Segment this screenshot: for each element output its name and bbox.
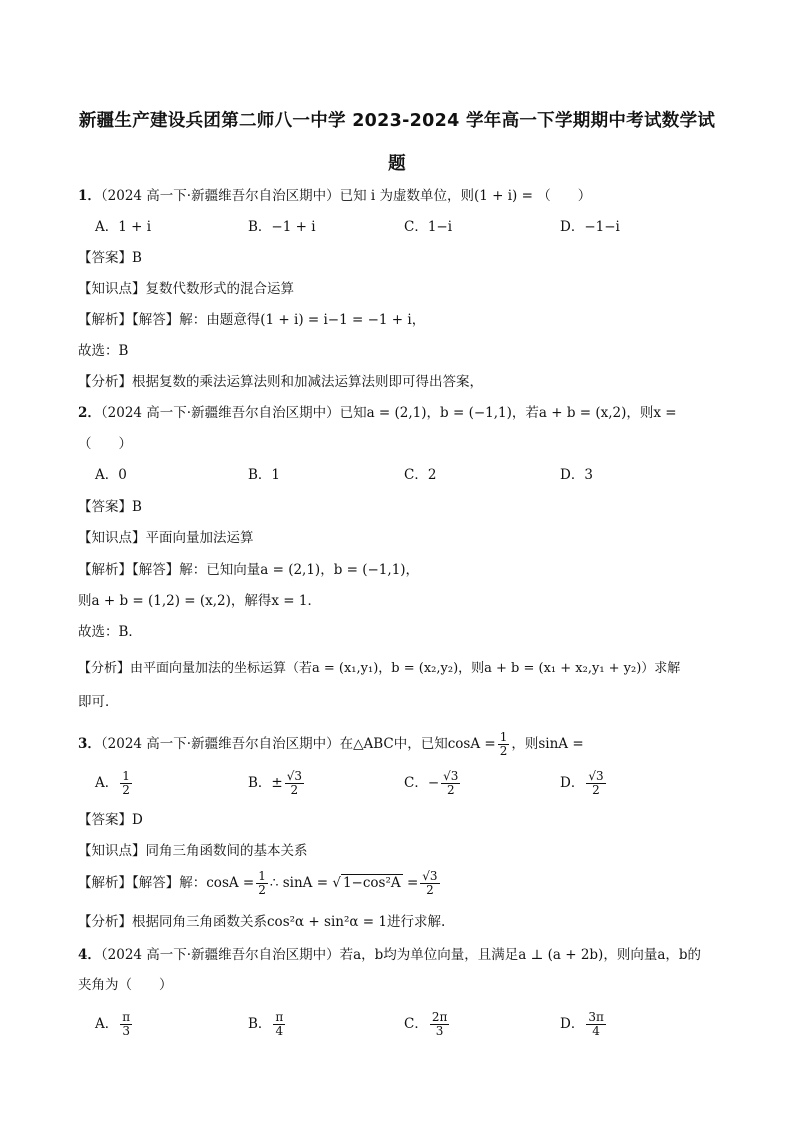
q1-knowledge: 【知识点】复数代数形式的混合运算	[78, 281, 294, 297]
q2-comment-2: 即可．	[78, 694, 119, 710]
q2-stem: 2．（2024 高一下·新疆维吾尔自治区期中）已知a = (2,1)，b = (−1,1)，若a + b = (x,2)，则x =	[78, 405, 677, 421]
q3-answer: 【答案】D	[78, 812, 143, 828]
q4-stem-cont: 夹角为（ ）	[78, 977, 173, 993]
q3-option-c: C．− $\frac{√3}{2}$	[404, 769, 459, 797]
q1-choice: 故选：B	[78, 343, 129, 359]
q2-stem-cont: （ ）	[78, 436, 132, 452]
q4-option-a: A． $\frac{\pi}{3}$	[95, 1010, 131, 1038]
q1-stem: 1．（2024 高一下·新疆维吾尔自治区期中）已知 i 为虚数单位，则(1 + i) = （ ）	[78, 188, 592, 204]
q2-answer: 【答案】B	[78, 499, 142, 515]
q3-option-b: B．± $\frac{√3}{2}$	[248, 769, 303, 797]
q3-knowledge: 【知识点】同角三角函数间的基本关系	[78, 843, 308, 859]
q1-analysis: 【解析】【解答】解：由题意得(1 + i) = i−1 = −1 + i，	[78, 312, 426, 328]
q3-option-a: A． $\frac{1}{2}$	[95, 769, 130, 797]
q1-option-d: D．−1−i	[560, 219, 620, 235]
q2-comment-1: 【分析】由平面向量加法的坐标运算（若a = (x₁,y₁)，b = (x₂,y₂)，则a + b = (x₁ + x₂,y₁ + y₂)）求解	[78, 661, 681, 676]
q2-option-b: B．1	[248, 467, 281, 483]
q2-analysis-1: 【解析】【解答】解：已知向量a = (2,1)，b = (−1,1)，	[78, 562, 420, 578]
q4-option-c: C． $\frac{2\pi}{3}$	[404, 1010, 448, 1038]
q3-stem: 3．（2024 高一下·新疆维吾尔自治区期中）在△ABC中，已知cosA = $\frac{1}{2}$ ，则sinA =	[78, 730, 584, 758]
q2-option-d: D．3	[560, 467, 593, 483]
q2-choice: 故选：B．	[78, 624, 142, 640]
q1-option-c: C．1−i	[404, 219, 453, 235]
page-title-cont: 题	[388, 154, 406, 174]
q1-option-a: A．1 + i	[95, 219, 152, 235]
q2-analysis-2: 则a + b = (1,2) = (x,2)，解得x = 1．	[78, 593, 321, 609]
q4-stem: 4．（2024 高一下·新疆维吾尔自治区期中）若a，b均为单位向量，且满足a ⊥ (a + 2b)，则向量a，b的	[78, 947, 702, 963]
q3-analysis: 【解析】【解答】解：cosA = $\frac{1}{2}$ ∴ sinA = √ 1−cos²A = $\frac{√3}{2}$	[78, 869, 438, 897]
q3-stem-fraction: $\frac{1}{2}$	[499, 730, 508, 758]
q2-option-a: A．0	[95, 467, 127, 483]
q3-comment: 【分析】根据同角三角函数关系cos²α + sin²α = 1进行求解.	[78, 914, 446, 930]
q2-knowledge: 【知识点】平面向量加法运算	[78, 530, 254, 546]
q4-option-d: D． $\frac{3\pi}{4}$	[560, 1010, 604, 1038]
q3-option-d: D． $\frac{√3}{2}$	[560, 769, 604, 797]
q2-option-c: C．2	[404, 467, 437, 483]
q1-option-b: B．−1 + i	[248, 219, 316, 235]
page-title: 新疆生产建设兵团第二师八一中学 2023-2024 学年高一下学期期中考试数学试	[78, 111, 716, 131]
q1-comment: 【分析】根据复数的乘法运算法则和加减法运算法则即可得出答案，	[78, 374, 483, 390]
q4-option-b: B． $\frac{\pi}{4}$	[248, 1010, 284, 1038]
q1-answer: 【答案】B	[78, 250, 142, 266]
